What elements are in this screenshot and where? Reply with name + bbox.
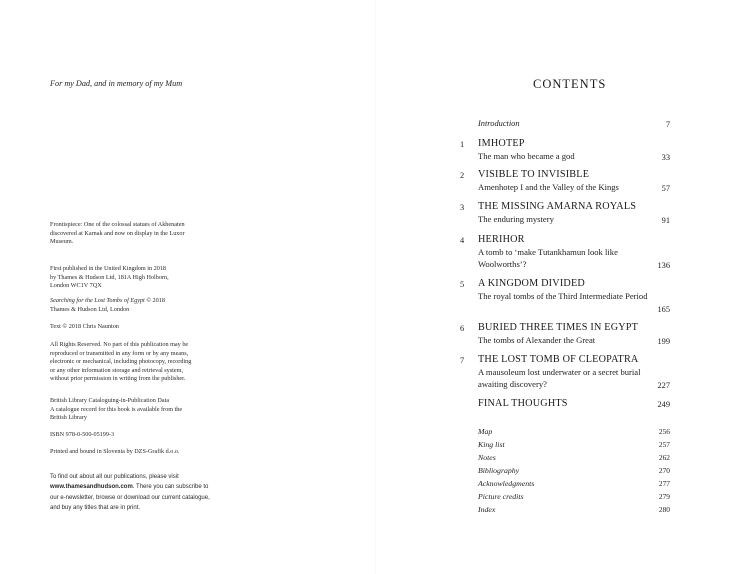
publication-info [50,265,225,291]
cip-line: British Library Cataloguing-in-Publication Data [50,397,170,404]
frontispiece-line: Museum. [50,238,74,246]
chapter-page: 227 [657,381,670,390]
toc-back-matter-item [478,466,670,476]
chapter-title: VISIBLE TO INVISIBLE [478,169,590,180]
chapter-page: 57 [661,184,670,193]
cip-data [50,397,225,423]
chapter-number: 4 [460,236,465,245]
chapter-number: 7 [460,356,465,365]
back-matter-page: 270 [658,466,670,475]
back-matter-label: Index [478,505,496,514]
publication-line: London WC1V 7QX [50,282,102,290]
final-thoughts-title: FINAL THOUGHTS [478,398,568,409]
chapter-page: 33 [661,153,670,162]
toc-introduction-page: 7 [665,120,670,129]
chapter-subtitle: A tomb to ‘make Tutankhamun look like Woolworths’? [478,247,618,269]
back-matter-label: Picture credits [478,492,524,501]
back-matter-page: 256 [658,427,670,436]
chapter-number: 2 [460,171,465,180]
publisher-url[interactable]: www.thamesandhudson.com [50,484,133,491]
rights-line: or any other information storage and retrieval system, [50,366,183,374]
toc-chapter-3 [460,201,670,231]
dedication: For my Dad, and in memory of my Mum [50,79,183,88]
cip-line: A catalogue record for this book is available from the [50,405,183,413]
book-title: Searching for the Lost Tombs of Egypt [50,297,145,304]
chapter-number: 5 [460,280,465,289]
final-thoughts-page: 249 [657,400,670,409]
book-publisher: Thames & Hudson Ltd, London [50,305,130,313]
find-out-line [50,482,240,492]
toc-back-matter-item [478,440,670,450]
chapter-page: 136 [657,261,670,270]
find-out-text: . There you can subscribe to [132,484,209,491]
toc-chapter-5 [460,278,670,318]
rights-line: without prior permission in writing from the publisher. [50,375,186,383]
frontispiece-line: discovered at Karnak and now on display in the Luxor [50,229,185,237]
gutter-shadow [375,0,376,574]
toc-back-matter-item [478,505,670,515]
chapter-number: 6 [460,324,465,333]
rights-notice [50,341,225,384]
book-copyright [50,297,225,314]
rights-line: All Rights Reserved. No part of this publication may be [50,341,189,348]
book-copyright-line [50,297,225,306]
find-out-line: To find out about all our publications, please visit [50,474,179,480]
back-matter-page: 262 [658,453,670,462]
back-matter-label: Notes [478,453,496,462]
chapter-title: IMHOTEP [478,138,525,149]
chapter-title: THE MISSING AMARNA ROYALS [478,201,637,212]
back-matter-page: 277 [658,479,670,488]
cip-line: British Library [50,414,87,422]
chapter-subtitle: The tombs of Alexander the Great [478,335,596,345]
publication-line: by Thames & Hudson Ltd, 181A High Holborn, [50,273,169,281]
chapter-number: 3 [460,203,465,212]
toc-back-matter-item [478,492,670,502]
chapter-subtitle: The royal tombs of the Third Intermediate Period [478,291,648,301]
chapter-page: 91 [661,216,670,225]
toc-back-matter-item [478,427,670,437]
back-matter-page: 279 [658,492,670,501]
back-matter-label: King list [478,440,505,449]
toc-chapter-1 [460,138,670,168]
toc-chapter-4 [460,234,670,274]
chapter-title: THE LOST TOMB OF CLEOPATRA [478,354,639,365]
book-copyright-year: © 2018 [144,297,165,304]
chapter-number: 1 [460,140,465,149]
chapter-subtitle: A mausoleum lost underwater or a secret burial awaiting discovery? [478,367,641,389]
toc-chapter-2 [460,169,670,199]
back-matter-page: 257 [658,440,670,449]
back-matter-page: 280 [658,505,670,514]
isbn: ISBN 978-0-500-05199-3 [50,431,115,438]
frontispiece-caption [50,221,225,247]
find-out-line: our e-newsletter, browse or download our current catalogue, [50,494,210,501]
find-out-line: and buy any titles that are in print. [50,504,141,511]
frontispiece-line: Frontispiece: One of the colossal statues of Akhenaten [50,221,185,228]
find-out-more [50,472,240,513]
chapter-subtitle: Amenhotep I and the Valley of the Kings [478,182,619,192]
toc-chapter-7 [460,354,670,394]
publication-line: First published in the United Kingdom in 2018 [50,265,167,272]
back-matter-label: Acknowledgments [478,479,535,488]
rights-line: reproduced or transmitted in any form or by any means, [50,349,189,357]
rights-line: electronic or mechanical, including photocopy, recording [50,358,192,366]
chapter-subtitle: The man who became a god [478,151,575,161]
toc-chapter-6 [460,322,670,352]
chapter-title: BURIED THREE TIMES IN EGYPT [478,322,639,333]
chapter-title: A KINGDOM DIVIDED [478,278,585,289]
text-copyright: Text © 2018 Chris Naunton [50,323,119,330]
toc-back-matter-item [478,453,670,463]
chapter-title: HERIHOR [478,234,525,245]
toc-final-thoughts [460,398,670,412]
chapter-subtitle: The enduring mystery [478,214,554,224]
chapter-page: 199 [657,337,670,346]
back-matter-label: Map [478,427,493,436]
contents-heading: CONTENTS [533,77,607,91]
chapter-page: 165 [657,305,670,314]
back-matter-label: Bibliography [478,466,520,475]
printed-by: Printed and bound in Slovenia by DZS-Grafik d.o.o. [50,448,180,455]
toc-introduction-label: Introduction [478,119,520,128]
toc-back-matter-item [478,479,670,489]
